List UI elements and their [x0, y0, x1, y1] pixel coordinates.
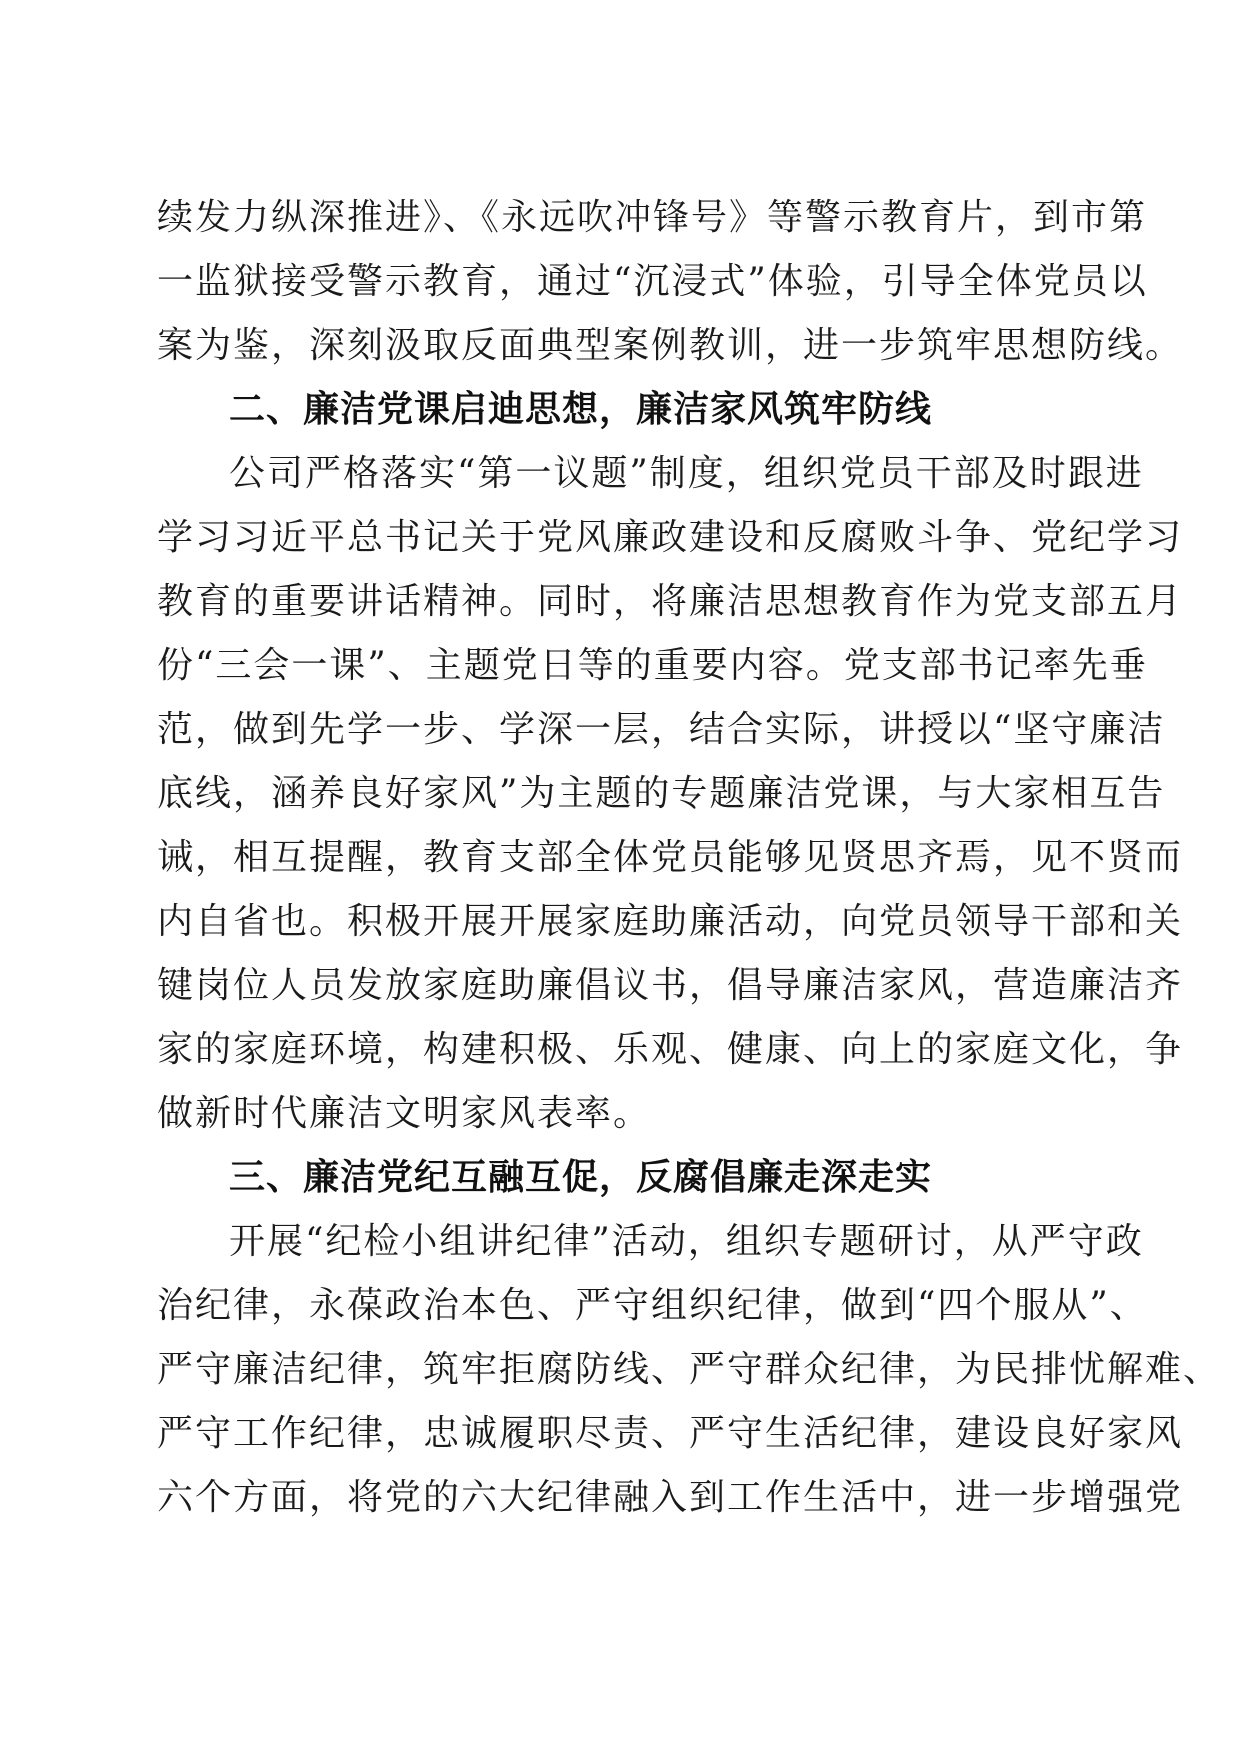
text-line: 六个方面，将党的六大纪律融入到工作生活中，进一步增强党 — [157, 1477, 1184, 1518]
text-line: 份“三会一课”、主题党日等的重要内容。党支部书记率先垂 — [157, 645, 1148, 686]
text-line: 治纪律，永葆政治本色、严守组织纪律，做到“四个服从”、 — [157, 1285, 1148, 1326]
section-heading: 二、廉洁党课启迪思想，廉洁家风筑牢防线 — [229, 389, 933, 430]
text-line: 教育的重要讲话精神。同时，将廉洁思想教育作为党支部五月 — [157, 581, 1184, 622]
section-3 — [157, 1146, 1222, 1530]
section-2 — [157, 378, 1184, 1146]
text-line: 公司严格落实“第一议题”制度，组织党员干部及时跟进 — [229, 453, 1144, 494]
text-line: 键岗位人员发放家庭助廉倡议书，倡导廉洁家风，营造廉洁齐 — [157, 965, 1184, 1006]
text-line: 学习习近平总书记关于党风廉政建设和反腐败斗争、党纪学习 — [157, 517, 1184, 558]
text-line: 家的家庭环境，构建积极、乐观、健康、向上的家庭文化，争 — [157, 1029, 1184, 1070]
text-line: 一监狱接受警示教育，通过“沉浸式”体验，引导全体党员以 — [157, 261, 1148, 302]
text-line: 底线，涵养良好家风”为主题的专题廉洁党课，与大家相互告 — [157, 773, 1166, 814]
section-heading: 三、廉洁党纪互融互促，反腐倡廉走深走实 — [229, 1157, 933, 1198]
text-line: 案为鉴，深刻汲取反面典型案例教训，进一步筑牢思想防线。 — [157, 325, 1184, 366]
text-line: 严守工作纪律，忠诚履职尽责、严守生活纪律，建设良好家风 — [157, 1413, 1184, 1454]
text-line: 续发力纵深推进》、《永远吹冲锋号》等警示教育片，到市第 — [157, 197, 1148, 238]
text-line: 内自省也。积极开展开展家庭助廉活动，向党员领导干部和关 — [157, 901, 1184, 942]
paragraph-warning-education — [157, 186, 1184, 378]
text-line: 严守廉洁纪律，筑牢拒腐防线、严守群众纪律，为民排忧解难、 — [157, 1349, 1222, 1390]
text-line: 开展“纪检小组讲纪律”活动，组织专题研讨，从严守政 — [229, 1221, 1144, 1262]
text-line: 诫，相互提醒，教育支部全体党员能够见贤思齐焉，见不贤而 — [157, 837, 1184, 878]
text-line: 范，做到先学一步、学深一层，结合实际，讲授以“坚守廉洁 — [157, 709, 1166, 750]
document-body — [157, 186, 1222, 1530]
text-line: 做新时代廉洁文明家风表率。 — [157, 1093, 652, 1134]
